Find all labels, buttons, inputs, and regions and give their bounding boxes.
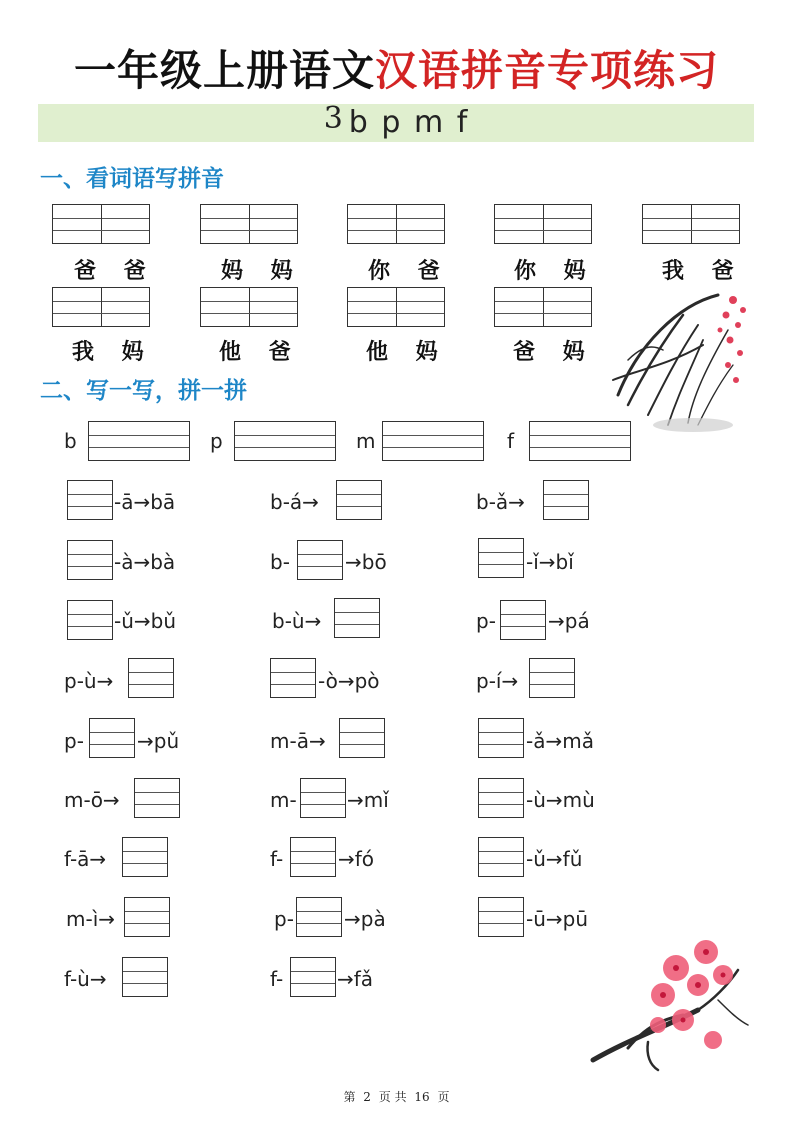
answer-grid[interactable] <box>494 287 592 327</box>
spell-box[interactable] <box>270 658 316 698</box>
spell-box[interactable] <box>334 598 380 638</box>
spell-fragment: →fǎ <box>337 967 374 991</box>
spell-fragment: -ū→pū <box>526 907 589 931</box>
spell-box[interactable] <box>89 718 135 758</box>
spell-box[interactable] <box>339 718 385 758</box>
answer-grid[interactable] <box>200 287 298 327</box>
footer-middle: 页 共 <box>378 1090 407 1104</box>
answer-grid[interactable] <box>642 204 740 244</box>
answer-grid[interactable] <box>52 204 150 244</box>
spell-fragment: b-ù→ <box>272 609 322 633</box>
spell-fragment: -ù→mù <box>526 788 595 812</box>
spell-fragment: p- <box>64 729 84 753</box>
answer-grid[interactable] <box>494 204 592 244</box>
letter-f: f <box>507 429 515 453</box>
spell-box[interactable] <box>122 957 168 997</box>
spell-fragment: m-ō→ <box>64 788 120 812</box>
spell-fragment: -ā→bā <box>114 490 176 514</box>
answer-grid[interactable] <box>52 287 150 327</box>
spell-fragment: -ò→pò <box>318 669 380 693</box>
spell-box[interactable] <box>500 600 546 640</box>
spell-box[interactable] <box>300 778 346 818</box>
spell-box[interactable] <box>478 538 524 578</box>
section-2-heading: 二、写一写，拼一拼 <box>40 377 247 404</box>
spell-fragment: →pà <box>344 907 386 931</box>
spell-fragment: →pǔ <box>137 729 180 753</box>
spell-fragment: p- <box>476 609 496 633</box>
lesson-letters: b p m f <box>348 105 470 140</box>
write-grid[interactable] <box>529 421 631 461</box>
spell-box[interactable] <box>296 897 342 937</box>
spell-fragment: -ǔ→fǔ <box>526 847 583 871</box>
word-label: 你 爸 <box>368 258 450 284</box>
spell-fragment: m-ā→ <box>270 729 326 753</box>
plum-blossom-painting <box>588 930 763 1075</box>
spell-box[interactable] <box>290 837 336 877</box>
page-title <box>0 38 793 98</box>
spell-fragment: →pá <box>548 609 590 633</box>
spell-fragment: p- <box>274 907 294 931</box>
spell-fragment: -ǔ→bǔ <box>114 609 177 633</box>
page-footer <box>0 1088 793 1105</box>
spell-fragment: -ǐ→bǐ <box>526 550 574 574</box>
spell-fragment: p-ù→ <box>64 669 114 693</box>
write-grid[interactable] <box>88 421 190 461</box>
footer-current-page: 2 <box>363 1090 371 1104</box>
write-grid[interactable] <box>234 421 336 461</box>
spell-box[interactable] <box>529 658 575 698</box>
answer-grid[interactable] <box>347 204 445 244</box>
orchid-painting <box>608 285 756 440</box>
word-label: 他 妈 <box>366 339 448 365</box>
spell-fragment: f- <box>270 967 284 991</box>
spell-fragment: f-ā→ <box>64 847 107 871</box>
spell-fragment: b-á→ <box>270 490 319 514</box>
spell-fragment: b- <box>270 550 290 574</box>
word-label: 你 妈 <box>514 258 596 284</box>
title-red-part: 汉语拼音专项练习 <box>375 46 720 95</box>
title-black-part: 一年级上册语文 <box>73 46 375 95</box>
lesson-subtitle <box>0 101 793 142</box>
spell-box[interactable] <box>134 778 180 818</box>
spell-box[interactable] <box>124 897 170 937</box>
spell-fragment: →mǐ <box>347 788 389 812</box>
footer-total-pages: 16 <box>414 1090 430 1104</box>
spell-box[interactable] <box>122 837 168 877</box>
spell-fragment: -ǎ→mǎ <box>526 729 594 753</box>
spell-box[interactable] <box>478 837 524 877</box>
spell-box[interactable] <box>478 778 524 818</box>
word-label: 我 爸 <box>662 258 744 284</box>
spell-fragment: m- <box>270 788 297 812</box>
spell-box[interactable] <box>297 540 343 580</box>
spell-fragment: f- <box>270 847 284 871</box>
answer-grid[interactable] <box>347 287 445 327</box>
word-label: 爸 爸 <box>74 258 156 284</box>
spell-box[interactable] <box>478 718 524 758</box>
letter-p: p <box>210 429 223 453</box>
spell-fragment: f-ù→ <box>64 967 107 991</box>
letter-m: m <box>356 429 376 453</box>
word-label: 爸 妈 <box>513 339 595 365</box>
spell-box[interactable] <box>67 540 113 580</box>
spell-fragment: m-ì→ <box>66 907 116 931</box>
spell-fragment: -à→bà <box>114 550 176 574</box>
spell-box[interactable] <box>336 480 382 520</box>
word-label: 妈 妈 <box>221 258 303 284</box>
word-label: 他 爸 <box>219 339 301 365</box>
word-label: 我 妈 <box>72 339 154 365</box>
spell-fragment: p-í→ <box>476 669 519 693</box>
footer-prefix: 第 <box>343 1090 356 1104</box>
answer-grid[interactable] <box>200 204 298 244</box>
spell-fragment: →fó <box>338 847 375 871</box>
lesson-number: 3 <box>323 101 345 136</box>
spell-box[interactable] <box>543 480 589 520</box>
spell-box[interactable] <box>478 897 524 937</box>
footer-suffix: 页 <box>437 1090 450 1104</box>
spell-fragment: →bō <box>345 550 387 574</box>
letter-b: b <box>64 429 77 453</box>
spell-box[interactable] <box>67 480 113 520</box>
section-1-heading: 一、看词语写拼音 <box>40 165 224 192</box>
spell-box[interactable] <box>290 957 336 997</box>
write-grid[interactable] <box>382 421 484 461</box>
spell-box[interactable] <box>128 658 174 698</box>
spell-box[interactable] <box>67 600 113 640</box>
spell-fragment: b-ǎ→ <box>476 490 525 514</box>
